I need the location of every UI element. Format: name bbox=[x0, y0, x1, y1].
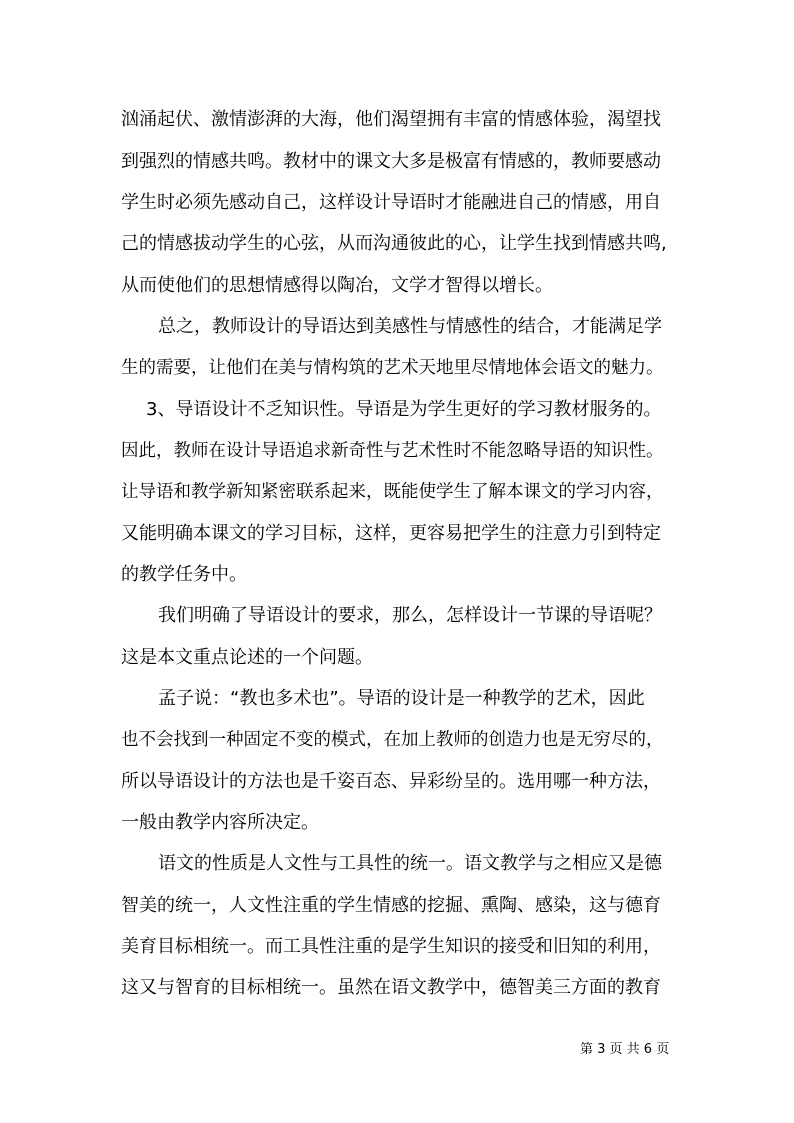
text-line: 智美的统一，人文性注重的学生情感的挖掘、熏陶、感染，这与德育 bbox=[121, 895, 661, 916]
text-line: 生的需要，让他们在美与情构筑的艺术天地里尽情地体会语文的魅力。 bbox=[121, 358, 664, 378]
text-line: 从而使他们的思想情感得以陶冶，文学才智得以增长。 bbox=[121, 275, 553, 296]
page-footer bbox=[0, 1040, 794, 1060]
text-line: 因此，教师在设计导语追求新奇性与艺术性时不能忽略导语的知识性。 bbox=[121, 441, 664, 461]
text-line: 所以导语设计的方法也是千姿百态、异彩纷呈的。选用哪一种方法， bbox=[121, 771, 661, 792]
paragraph-first-line: 语文的性质是人文性与工具性的统一。语文教学与之相应又是德 bbox=[158, 853, 662, 874]
paragraph-first-line: 总之，教师设计的导语达到美感性与情感性的结合，才能满足学 bbox=[158, 316, 662, 337]
text-line: 又能明确本课文的学习目标，这样，更容易把学生的注意力引到特定 bbox=[121, 523, 661, 544]
text-line: 一般由教学内容所决定。 bbox=[121, 812, 319, 833]
paragraph-first-line: 3、导语设计不乏知识性。导语是为学生更好的学习教材服务的。 bbox=[146, 399, 662, 420]
paragraph-first-line: 我们明确了导语设计的要求，那么，怎样设计一节课的导语呢？ bbox=[158, 605, 662, 626]
text-line: 也不会找到一种固定不变的模式，在加上教师的创造力也是无穷尽的， bbox=[121, 730, 664, 750]
paragraph-first-line: 孟子说：“教也多术也”。导语的设计是一种教学的艺术，因此 bbox=[158, 688, 645, 709]
text-line: 的教学任务中。 bbox=[121, 564, 247, 585]
text-line: 这是本文重点论述的一个问题。 bbox=[121, 647, 373, 668]
text-line: 汹涌起伏、激情澎湃的大海，他们渴望拥有丰富的情感体验，渴望找 bbox=[121, 109, 661, 130]
text-line: 己的情感拔动学生的心弦，从而沟通彼此的心，让学生找到情感共鸣, bbox=[121, 233, 667, 254]
text-line: 学生时必须先感动自己，这样设计导语时才能融进自己的情感，用自 bbox=[121, 192, 661, 213]
text-line: 美育目标相统一。而工具性注重的是学生知识的接受和旧知的利用， bbox=[121, 936, 661, 957]
text-line: 这又与智育的目标相统一。虽然在语文教学中，德智美三方面的教育 bbox=[121, 977, 661, 998]
page-number: 第 3 页 共 6 页 bbox=[580, 1042, 670, 1057]
text-line: 让导语和教学新知紧密联系起来，既能使学生了解本课文的学习内容， bbox=[121, 482, 664, 502]
text-line: 到强烈的情感共鸣。教材中的课文大多是极富有情感的，教师要感动 bbox=[121, 151, 661, 172]
